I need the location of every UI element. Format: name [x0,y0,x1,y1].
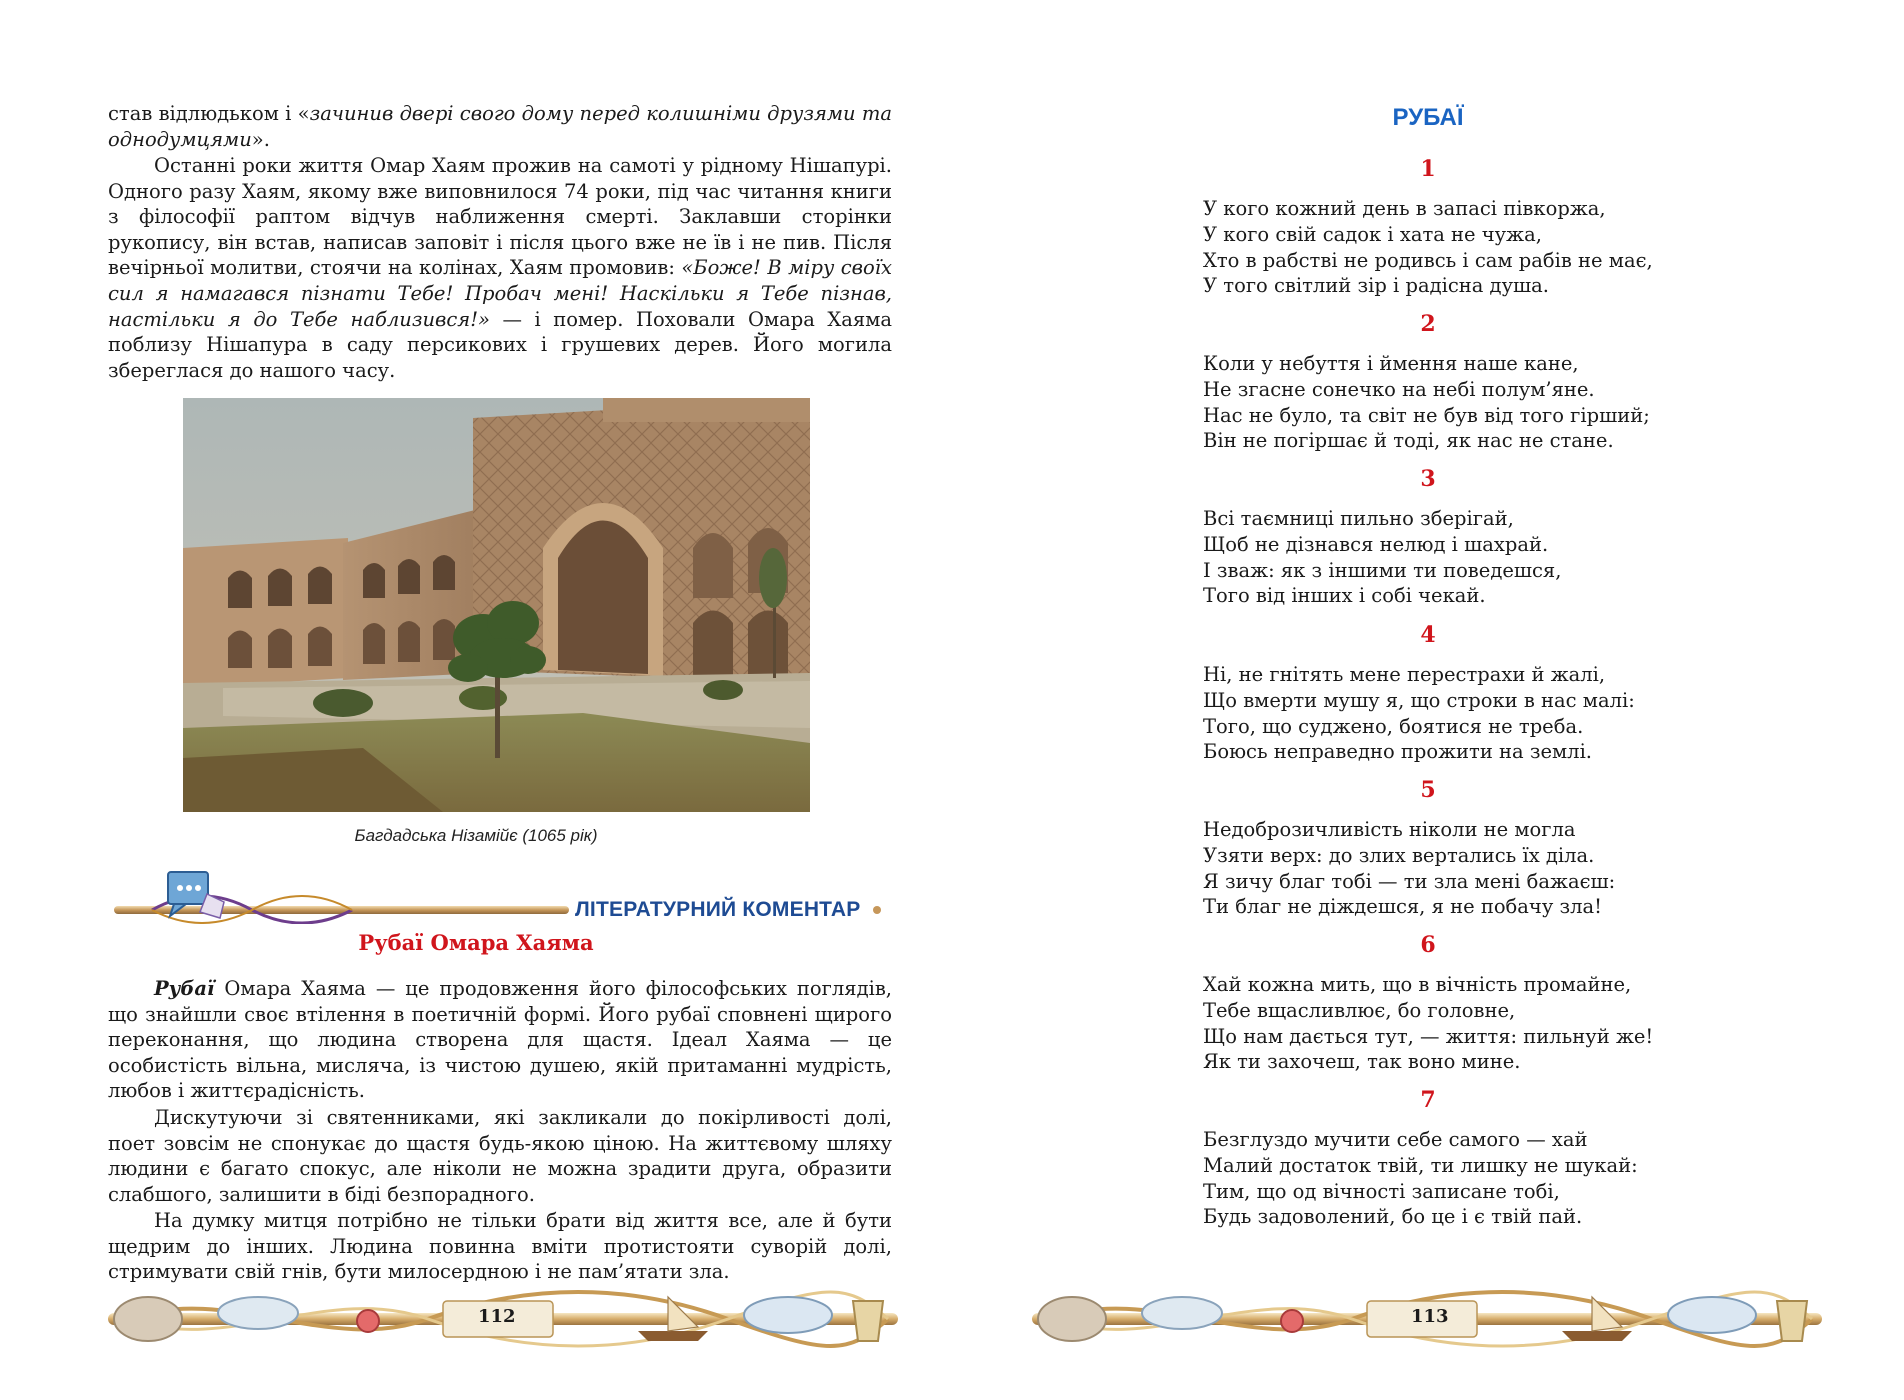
verse-line: У кого свій садок і хата не чужа, [1203,222,1542,246]
verse-line: Хто в рабстві не родивсь і сам рабів не має, [1203,248,1653,272]
page-number: 112 [478,1306,516,1327]
photo-caption: Багдадська Нізамійє (1065 рік) [354,826,598,845]
stanza [1203,662,1823,765]
stanza-number: 2 [1420,311,1436,337]
verse-line: Боюсь неправедно прожити на землі. [1203,740,1593,764]
verse-line: У того світлий зір і радісна душа. [1203,274,1549,298]
poem-title: РУБАЇ [1392,104,1464,131]
stanza [1203,817,1823,920]
verse-line: Як ти захочеш, так воно мине. [1203,1050,1521,1074]
stanza-number: 3 [1420,466,1436,492]
commentary-paragraph-2: Дискутуючи зі святенниками, які закликали до покірливості долі, поет зовсім не спонукає до щастя будь-якою ціною. На життєвому шляху людини є багато спокус, але ніколи не можна зрадити друга, образити слабшого, залишити в біді безпорадного. [108,1106,892,1206]
stanza-number: 5 [1420,777,1436,803]
stanza-number: 7 [1420,1087,1436,1113]
stanza [1203,351,1823,454]
verse-line: Я зичу благ тобі — ти зла мені бажаєш: [1203,869,1616,893]
page-number: 113 [1411,1306,1449,1327]
verse-line: Будь задоволений, бо це і є твій пай. [1203,1205,1583,1229]
nizamiyya-photo [183,398,810,812]
verse-line: Узяти верх: до злих вертались їх діла. [1203,843,1595,867]
verse-line: У кого кожний день в запасі півкоржа, [1203,197,1606,220]
verse-line: Того від інших і собі чекай. [1203,584,1486,608]
commentary-paragraph-3: На думку митця потрібно не тільки брати від життя все, але й бути щедрим до інших. Людина повинна вміти протистояти суворій долі, стримувати свій гнів, бути милосердною і не пам’ятати зла. [108,1209,892,1284]
verse-line: І зваж: як з іншими ти поведешся, [1203,558,1562,582]
verse-line: Ти благ не діждешся, я не побачу зла! [1203,895,1602,919]
verse-line: Хай кожна мить, що в вічність промайне, [1203,973,1632,996]
stanza [1203,506,1823,609]
verse-line: Ні, не гнітять мене перестрахи й жалі, [1203,663,1606,686]
biography-paragraph: Останні роки життя Омар Хаям прожив на самоті у рідному Нішапурі. Одного разу Хаям, якому вже виповнилося 74 роки, під час читання книги з філософії раптом відчув наближення смерті. Заклавши сторінки рукопису, він встав, написав заповіт і після цього вже не їв і не пив. Після вечірньої молитви, стоячи на колінах, Хаям промовив: «Боже! В міру своїх сил я намагався пізнати Тебе! Пробач мені! Наскільки я Тебе пізнав, настільки я до Тебе наблизився!» — і помер. Поховали Омара Хаяма поблизу Нішапура в саду персикових і грушевих дерев. Його могила збереглася до нашого часу. [108,154,892,382]
stanza [1203,196,1823,299]
stanza-number: 6 [1420,932,1436,958]
stanza [1203,1127,1823,1230]
verse-line: Що нам дається тут, — життя: пильнуй же! [1203,1024,1654,1048]
commentary-paragraph-1: Рубаї Омара Хаяма — це продовження його філософських поглядів, що знайшли своє втілення в поетичній формі. Його рубаї сповнені щирого переконання, що людина створена для щастя. Ідеал Хаяма — це особистість вільна, мисляча, із чистою душею, якій притаманні мудрість, любов і життєрадісність. [108,977,892,1103]
verse-line: Того, що суджено, боятися не треба. [1203,714,1584,738]
opening-paragraph: став відлюдьком і «зачинив двері свого дому перед колишніми друзями та однодумцями». [108,102,892,151]
stanza [1203,972,1823,1075]
verse-line: Він не погіршає й тоді, як нас не стане. [1203,429,1614,453]
verse-line: Малий достаток твій, ти лишку не шукай: [1203,1153,1638,1177]
literary-comment-label: ЛІТЕРАТУРНИЙ КОМЕНТАР [575,898,861,921]
verse-line: Коли у небуття і ймення наше кане, [1203,352,1579,375]
nizamiyya-illustration [183,398,810,812]
verse-line: Тим, що од вічності записане тобі, [1203,1179,1560,1203]
verse-line: Не згасне сонечко на небі полум’яне. [1203,377,1595,401]
stanza-number: 4 [1420,622,1436,648]
verse-line: Недоброзичливість ніколи не могла [1203,818,1576,841]
verse-line: Що вмерти мушу я, що строки в нас малі: [1203,688,1635,712]
verse-line: Щоб не дізнався нелюд і шахрай. [1203,532,1549,556]
verse-line: Безглуздо мучити себе самого — хай [1203,1128,1588,1151]
verse-line: Нас не було, та світ не був від того гірший; [1203,403,1650,427]
stanza-number: 1 [1420,156,1436,182]
right-page [952,0,1904,1400]
section-title: Рубаї Омара Хаяма [358,930,594,955]
verse-line: Всі таємниці пильно зберігай, [1203,507,1514,530]
verse-line: Тебе вщасливлює, бо головне, [1203,998,1516,1022]
